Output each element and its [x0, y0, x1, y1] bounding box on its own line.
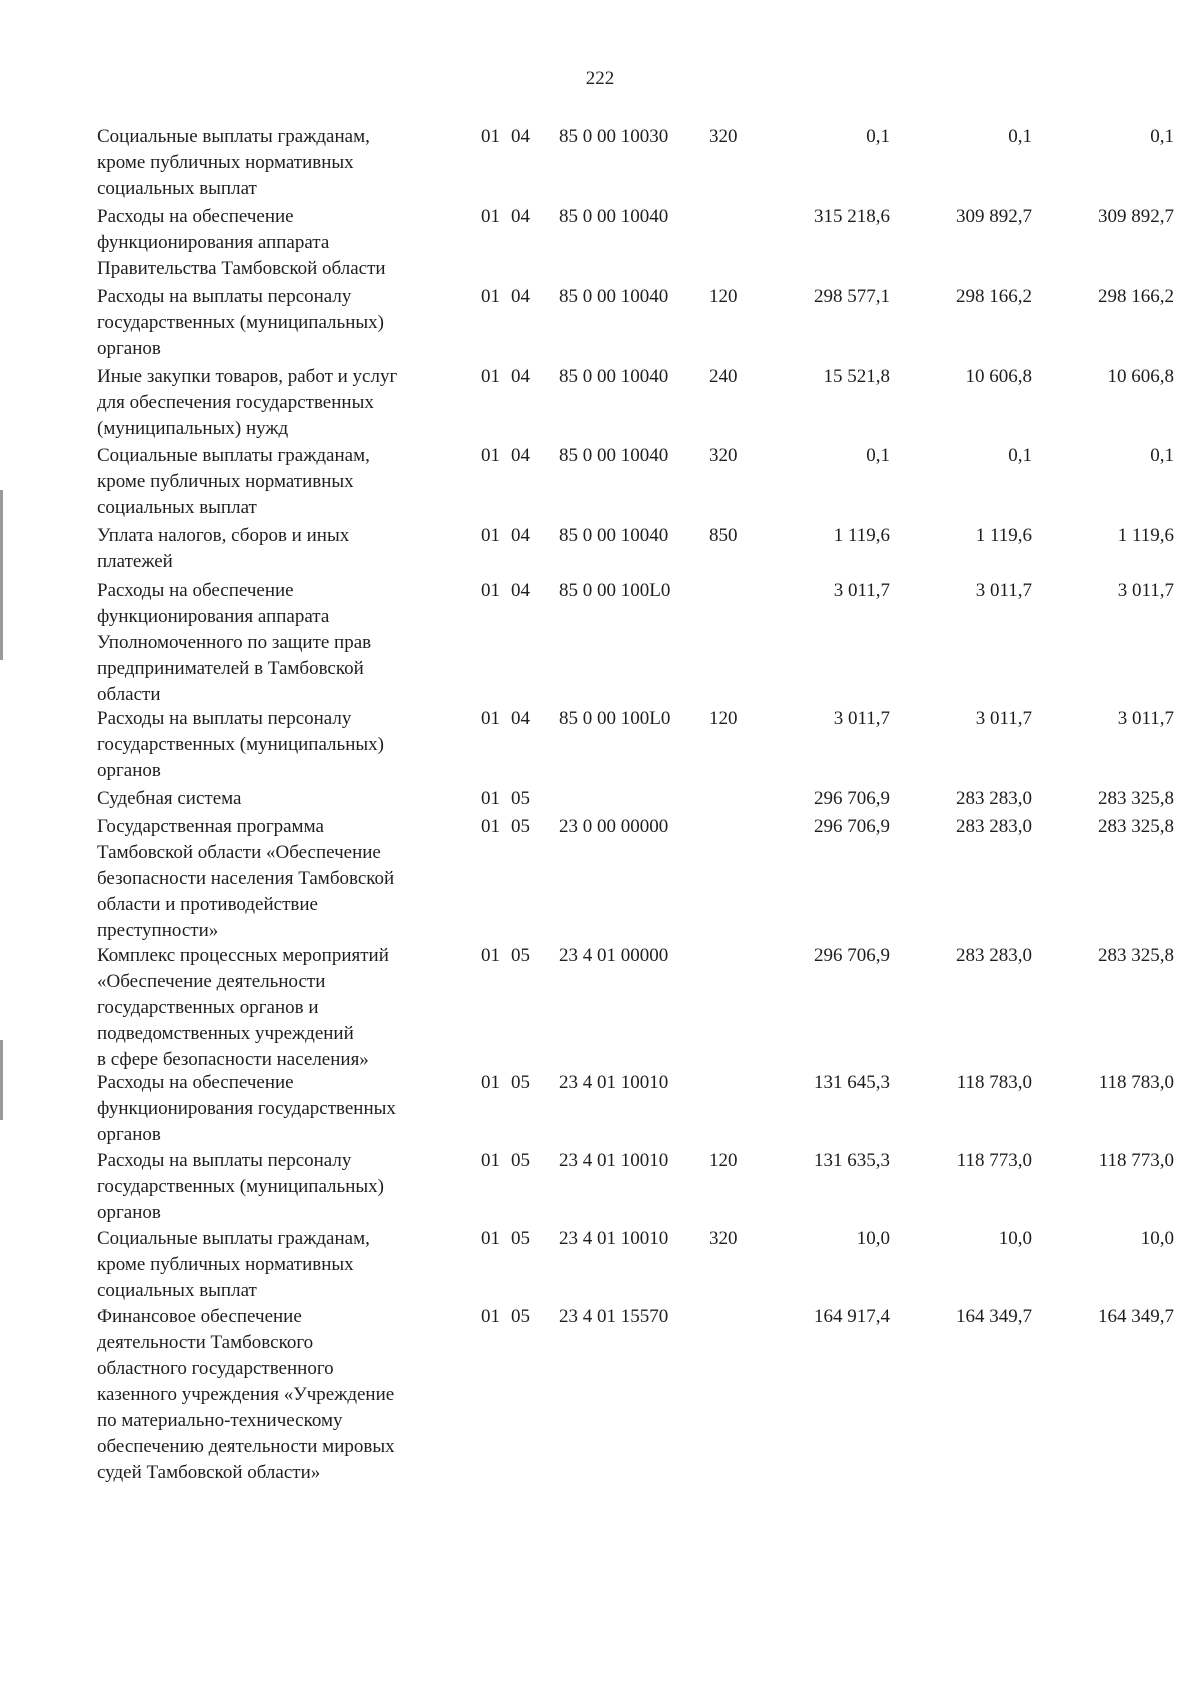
target-article-code: 85 0 00 100L0 [559, 580, 671, 601]
amount-year-1: 1 119,6 [833, 525, 890, 546]
expense-type-code: 120 [709, 708, 738, 729]
target-article-code: 85 0 00 100L0 [559, 708, 671, 729]
row-name-line: (муниципальных) нужд [97, 418, 289, 439]
amount-year-2: 0,1 [1008, 445, 1032, 466]
expense-type-code: 240 [709, 366, 738, 387]
amount-year-2: 309 892,7 [956, 206, 1032, 227]
amount-year-1: 131 645,3 [814, 1072, 890, 1093]
section-code: 01 [481, 1072, 500, 1093]
scan-margin-mark [0, 490, 3, 660]
subsection-code: 05 [511, 1228, 530, 1249]
section-code: 01 [481, 945, 500, 966]
amount-year-3: 3 011,7 [1117, 708, 1174, 729]
amount-year-3: 309 892,7 [1098, 206, 1174, 227]
row-name [97, 364, 457, 442]
amount-year-2: 3 011,7 [975, 708, 1032, 729]
section-code: 01 [481, 1150, 500, 1171]
amount-year-1: 296 706,9 [814, 816, 890, 837]
subsection-code: 04 [511, 708, 530, 729]
subsection-code: 04 [511, 580, 530, 601]
row-name-line: кроме публичных нормативных [97, 152, 354, 173]
row-name-line: Иные закупки товаров, работ и услуг [97, 366, 398, 387]
row-name-line: социальных выплат [97, 178, 257, 199]
row-name [97, 578, 457, 708]
row-name [97, 124, 457, 202]
page-number: 222 [585, 68, 615, 89]
section-code: 01 [481, 580, 500, 601]
row-name [97, 1304, 457, 1486]
row-name-line: Социальные выплаты гражданам, [97, 1228, 370, 1249]
row-name-line: Уплата налогов, сборов и иных [97, 525, 350, 546]
row-name [97, 786, 457, 812]
row-name [97, 706, 457, 784]
row-name-line: Государственная программа [97, 816, 324, 837]
row-name-line: функционирования аппарата [97, 232, 330, 253]
row-name-line: Расходы на обеспечение [97, 580, 294, 601]
amount-year-3: 164 349,7 [1098, 1306, 1174, 1327]
amount-year-2: 10,0 [998, 1228, 1032, 1249]
row-name-line: Расходы на выплаты персоналу [97, 1150, 352, 1171]
amount-year-2: 164 349,7 [956, 1306, 1032, 1327]
amount-year-1: 3 011,7 [833, 580, 890, 601]
target-article-code: 85 0 00 10040 [559, 206, 669, 227]
row-name-line: государственных (муниципальных) [97, 734, 384, 755]
subsection-code: 04 [511, 525, 530, 546]
subsection-code: 04 [511, 366, 530, 387]
scan-margin-mark [0, 1040, 3, 1120]
row-name-line: казенного учреждения «Учреждение [97, 1384, 395, 1405]
row-name-line: областного государственного [97, 1358, 334, 1379]
target-article-code: 23 0 00 00000 [559, 816, 669, 837]
expense-type-code: 120 [709, 1150, 738, 1171]
expense-type-code: 320 [709, 126, 738, 147]
expense-type-code: 320 [709, 1228, 738, 1249]
amount-year-3: 298 166,2 [1098, 286, 1174, 307]
row-name-line: органов [97, 1124, 161, 1145]
row-name [97, 1226, 457, 1304]
row-name-line: в сфере безопасности населения» [97, 1049, 369, 1070]
section-code: 01 [481, 445, 500, 466]
row-name-line: Тамбовской области «Обеспечение [97, 842, 381, 863]
row-name-line: органов [97, 1202, 161, 1223]
row-name [97, 1070, 457, 1148]
row-name-line: для обеспечения государственных [97, 392, 374, 413]
row-name-line: области [97, 684, 161, 705]
amount-year-1: 131 635,3 [814, 1150, 890, 1171]
amount-year-1: 315 218,6 [814, 206, 890, 227]
section-code: 01 [481, 286, 500, 307]
expense-type-code: 120 [709, 286, 738, 307]
section-code: 01 [481, 708, 500, 729]
row-name-line: судей Тамбовской области» [97, 1462, 321, 1483]
amount-year-2: 283 283,0 [956, 816, 1032, 837]
row-name-line: социальных выплат [97, 497, 257, 518]
amount-year-1: 3 011,7 [833, 708, 890, 729]
section-code: 01 [481, 1306, 500, 1327]
subsection-code: 05 [511, 1306, 530, 1327]
row-name-line: «Обеспечение деятельности [97, 971, 326, 992]
row-name-line: Расходы на выплаты персоналу [97, 708, 352, 729]
row-name-line: кроме публичных нормативных [97, 471, 354, 492]
amount-year-3: 283 325,8 [1098, 945, 1174, 966]
row-name-line: обеспечению деятельности мировых [97, 1436, 395, 1457]
row-name-line: Правительства Тамбовской области [97, 258, 386, 279]
amount-year-2: 0,1 [1008, 126, 1032, 147]
section-code: 01 [481, 525, 500, 546]
amount-year-1: 0,1 [866, 126, 890, 147]
row-name-line: Расходы на выплаты персоналу [97, 286, 352, 307]
row-name-line: Расходы на обеспечение [97, 206, 294, 227]
amount-year-2: 298 166,2 [956, 286, 1032, 307]
row-name-line: подведомственных учреждений [97, 1023, 354, 1044]
row-name-line: функционирования государственных [97, 1098, 396, 1119]
amount-year-3: 1 119,6 [1117, 525, 1174, 546]
section-code: 01 [481, 788, 500, 809]
row-name-line: предпринимателей в Тамбовской [97, 658, 364, 679]
amount-year-1: 296 706,9 [814, 945, 890, 966]
subsection-code: 04 [511, 206, 530, 227]
row-name-line: кроме публичных нормативных [97, 1254, 354, 1275]
row-name [97, 284, 457, 362]
row-name-line: Судебная система [97, 788, 242, 809]
row-name [97, 523, 457, 575]
amount-year-3: 118 783,0 [1098, 1072, 1174, 1093]
section-code: 01 [481, 1228, 500, 1249]
expense-type-code: 320 [709, 445, 738, 466]
amount-year-1: 298 577,1 [814, 286, 890, 307]
amount-year-3: 283 325,8 [1098, 816, 1174, 837]
amount-year-2: 3 011,7 [975, 580, 1032, 601]
target-article-code: 23 4 01 10010 [559, 1072, 669, 1093]
target-article-code: 23 4 01 10010 [559, 1228, 669, 1249]
subsection-code: 05 [511, 945, 530, 966]
row-name [97, 943, 457, 1073]
section-code: 01 [481, 366, 500, 387]
expense-type-code: 850 [709, 525, 738, 546]
target-article-code: 23 4 01 00000 [559, 945, 669, 966]
target-article-code: 85 0 00 10040 [559, 525, 669, 546]
row-name-line: безопасности населения Тамбовской [97, 868, 395, 889]
row-name-line: органов [97, 760, 161, 781]
row-name [97, 1148, 457, 1226]
row-name-line: функционирования аппарата [97, 606, 330, 627]
amount-year-1: 15 521,8 [823, 366, 890, 387]
subsection-code: 05 [511, 788, 530, 809]
row-name-line: органов [97, 338, 161, 359]
amount-year-3: 283 325,8 [1098, 788, 1174, 809]
row-name-line: Комплекс процессных мероприятий [97, 945, 389, 966]
row-name-line: государственных (муниципальных) [97, 312, 384, 333]
target-article-code: 85 0 00 10040 [559, 366, 669, 387]
subsection-code: 05 [511, 816, 530, 837]
row-name-line: Социальные выплаты гражданам, [97, 445, 370, 466]
row-name-line: деятельности Тамбовского [97, 1332, 314, 1353]
row-name-line: по материально-техническому [97, 1410, 343, 1431]
row-name [97, 443, 457, 521]
section-code: 01 [481, 206, 500, 227]
amount-year-2: 118 783,0 [956, 1072, 1032, 1093]
section-code: 01 [481, 126, 500, 147]
amount-year-3: 0,1 [1150, 126, 1174, 147]
amount-year-3: 118 773,0 [1098, 1150, 1174, 1171]
target-article-code: 85 0 00 10040 [559, 445, 669, 466]
row-name-line: социальных выплат [97, 1280, 257, 1301]
amount-year-2: 10 606,8 [965, 366, 1032, 387]
row-name-line: платежей [97, 551, 173, 572]
row-name-line: Финансовое обеспечение [97, 1306, 302, 1327]
amount-year-1: 164 917,4 [814, 1306, 890, 1327]
amount-year-2: 1 119,6 [975, 525, 1032, 546]
subsection-code: 05 [511, 1072, 530, 1093]
amount-year-2: 283 283,0 [956, 788, 1032, 809]
subsection-code: 05 [511, 1150, 530, 1171]
row-name-line: преступности» [97, 920, 219, 941]
section-code: 01 [481, 816, 500, 837]
amount-year-1: 10,0 [856, 1228, 890, 1249]
row-name [97, 204, 457, 282]
amount-year-3: 10 606,8 [1107, 366, 1174, 387]
amount-year-1: 0,1 [866, 445, 890, 466]
amount-year-3: 10,0 [1140, 1228, 1174, 1249]
row-name-line: Уполномоченного по защите прав [97, 632, 372, 653]
target-article-code: 85 0 00 10040 [559, 286, 669, 307]
amount-year-2: 283 283,0 [956, 945, 1032, 966]
subsection-code: 04 [511, 126, 530, 147]
amount-year-3: 3 011,7 [1117, 580, 1174, 601]
amount-year-1: 296 706,9 [814, 788, 890, 809]
amount-year-3: 0,1 [1150, 445, 1174, 466]
row-name-line: государственных (муниципальных) [97, 1176, 384, 1197]
target-article-code: 23 4 01 15570 [559, 1306, 669, 1327]
subsection-code: 04 [511, 286, 530, 307]
target-article-code: 23 4 01 10010 [559, 1150, 669, 1171]
row-name-line: Социальные выплаты гражданам, [97, 126, 370, 147]
row-name-line: государственных органов и [97, 997, 319, 1018]
row-name-line: Расходы на обеспечение [97, 1072, 294, 1093]
subsection-code: 04 [511, 445, 530, 466]
target-article-code: 85 0 00 10030 [559, 126, 669, 147]
amount-year-2: 118 773,0 [956, 1150, 1032, 1171]
row-name [97, 814, 457, 944]
row-name-line: области и противодействие [97, 894, 318, 915]
